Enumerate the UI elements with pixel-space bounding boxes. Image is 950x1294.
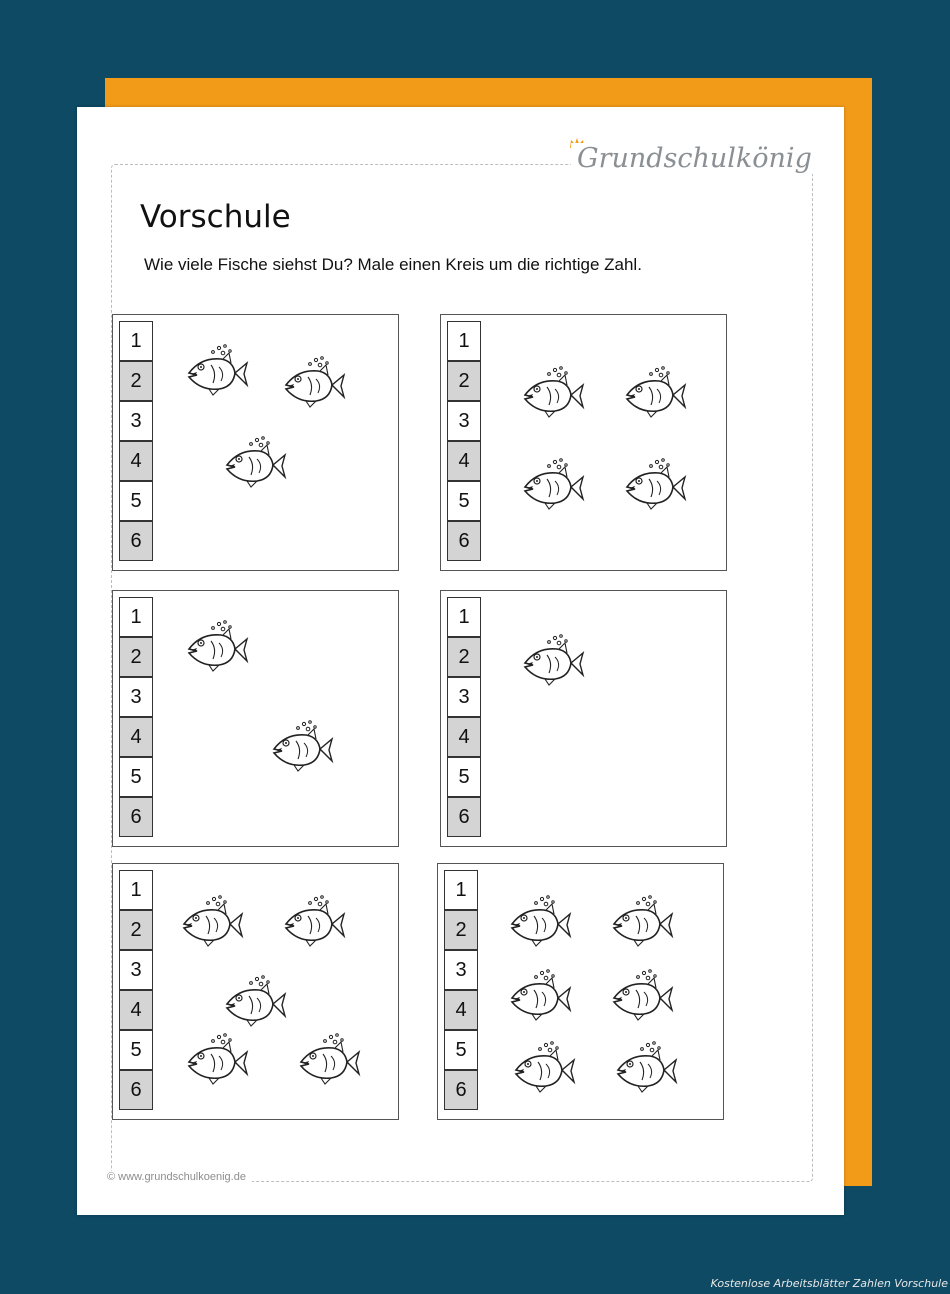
fish-icon <box>608 894 674 954</box>
number-choice-3[interactable]: 3 <box>445 949 477 989</box>
page-title: Vorschule <box>140 199 291 235</box>
number-choice-4[interactable]: 4 <box>448 440 480 480</box>
fish-icon <box>221 974 287 1034</box>
number-choice-2[interactable]: 2 <box>448 636 480 676</box>
fish-icon <box>519 365 585 425</box>
number-choice-5[interactable]: 5 <box>445 1029 477 1069</box>
task-box-6 <box>437 863 724 1120</box>
fish-icon <box>506 968 572 1028</box>
fish-icon <box>183 619 249 679</box>
number-choice-3[interactable]: 3 <box>120 676 152 716</box>
number-choice-1[interactable]: 1 <box>458 605 470 628</box>
number-column <box>447 597 481 837</box>
fish-icon <box>608 968 674 1028</box>
number-choice-3[interactable]: 3 <box>120 400 152 440</box>
worksheet-page <box>77 107 844 1215</box>
number-choice-5[interactable]: 5 <box>448 756 480 796</box>
fish-icon <box>621 365 687 425</box>
number-choice-1[interactable]: 1 <box>458 329 470 352</box>
number-choice-2[interactable]: 2 <box>120 636 152 676</box>
number-choice-3[interactable]: 3 <box>120 949 152 989</box>
footer-copyright: © www.grundschulkoenig.de <box>107 1171 252 1183</box>
number-choice-5[interactable]: 5 <box>120 756 152 796</box>
fish-icon <box>280 894 346 954</box>
fish-icon <box>268 719 334 779</box>
task-box-2 <box>440 314 727 571</box>
fish-icon <box>280 355 346 415</box>
number-choice-4[interactable]: 4 <box>120 716 152 756</box>
number-choice-2[interactable]: 2 <box>445 909 477 949</box>
number-column <box>119 321 153 561</box>
fish-icon <box>295 1032 361 1092</box>
number-choice-5[interactable]: 5 <box>120 480 152 520</box>
number-choice-3[interactable]: 3 <box>448 400 480 440</box>
brand-logo: Grundschulkönig <box>571 143 818 174</box>
fish-icon <box>519 633 585 693</box>
number-choice-1[interactable]: 1 <box>130 878 142 901</box>
number-choice-2[interactable]: 2 <box>120 360 152 400</box>
number-choice-5[interactable]: 5 <box>120 1029 152 1069</box>
task-box-3 <box>112 590 399 847</box>
task-box-4 <box>440 590 727 847</box>
task-box-1 <box>112 314 399 571</box>
number-column <box>447 321 481 561</box>
fish-icon <box>183 343 249 403</box>
number-choice-5[interactable]: 5 <box>448 480 480 520</box>
number-column <box>119 870 153 1110</box>
fish-icon <box>519 457 585 517</box>
fish-icon <box>510 1040 576 1100</box>
fish-icon <box>506 894 572 954</box>
number-choice-4[interactable]: 4 <box>448 716 480 756</box>
number-choice-6[interactable]: 6 <box>120 520 152 560</box>
number-choice-1[interactable]: 1 <box>455 878 467 901</box>
number-choice-2[interactable]: 2 <box>120 909 152 949</box>
fish-icon <box>621 457 687 517</box>
instruction-text: Wie viele Fische siehst Du? Male einen Kreis um die richtige Zahl. <box>144 255 642 274</box>
number-choice-6[interactable]: 6 <box>120 1069 152 1109</box>
number-choice-4[interactable]: 4 <box>120 989 152 1029</box>
number-column <box>119 597 153 837</box>
fish-icon <box>178 894 244 954</box>
fish-icon <box>183 1032 249 1092</box>
number-choice-1[interactable]: 1 <box>130 605 142 628</box>
image-caption: Kostenlose Arbeitsblätter Zahlen Vorschule <box>710 1277 948 1290</box>
fish-icon <box>221 435 287 495</box>
number-column <box>444 870 478 1110</box>
number-choice-2[interactable]: 2 <box>448 360 480 400</box>
task-box-5 <box>112 863 399 1120</box>
number-choice-6[interactable]: 6 <box>448 520 480 560</box>
number-choice-3[interactable]: 3 <box>448 676 480 716</box>
fish-icon <box>612 1040 678 1100</box>
number-choice-6[interactable]: 6 <box>448 796 480 836</box>
number-choice-6[interactable]: 6 <box>445 1069 477 1109</box>
number-choice-4[interactable]: 4 <box>445 989 477 1029</box>
number-choice-1[interactable]: 1 <box>130 329 142 352</box>
number-choice-4[interactable]: 4 <box>120 440 152 480</box>
number-choice-6[interactable]: 6 <box>120 796 152 836</box>
